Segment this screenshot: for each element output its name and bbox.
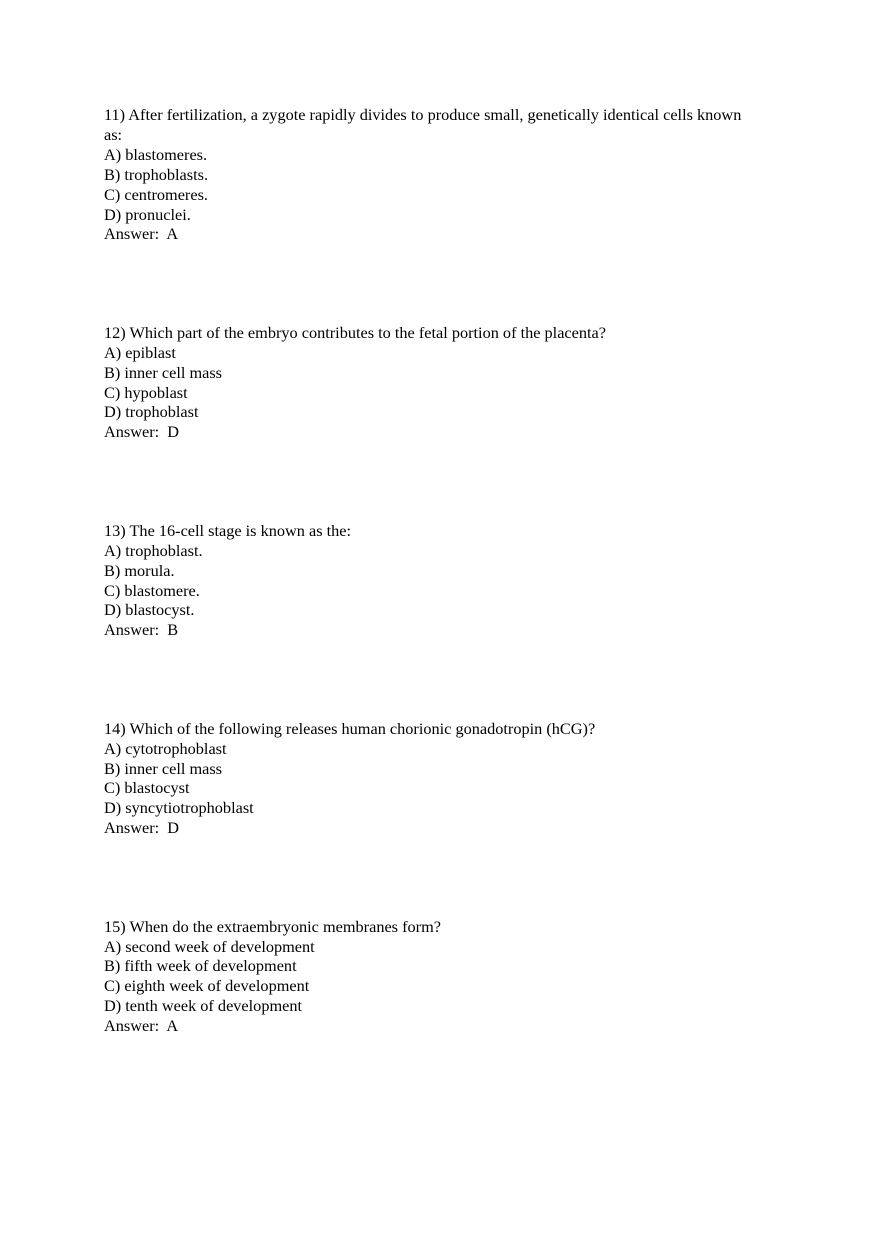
option-d: D) syncytiotrophoblast (104, 798, 254, 818)
question-stem: 13) The 16-cell stage is known as the: (104, 520, 352, 540)
question-12 (104, 323, 764, 442)
option-d: D) tenth week of development (104, 996, 303, 1016)
answer-key: Answer: A (104, 224, 179, 244)
option-a: A) trophoblast. (104, 540, 203, 560)
option-d: D) pronuclei. (104, 204, 191, 224)
answer-key: Answer: B (104, 620, 179, 640)
question-13 (104, 521, 764, 640)
option-b: B) fifth week of development (104, 956, 297, 976)
option-c: C) hypoblast (104, 382, 188, 402)
option-d: D) trophoblast (104, 402, 199, 422)
option-a: A) blastomeres. (104, 144, 208, 164)
option-b: B) trophoblasts. (104, 164, 209, 184)
document-page (104, 105, 764, 1036)
question-stem: 15) When do the extraembryonic membranes form? (104, 916, 441, 936)
question-stem: 12) Which part of the embryo contributes to the fetal portion of the placenta? (104, 322, 606, 342)
option-c: C) blastomere. (104, 580, 200, 600)
option-a: A) epiblast (104, 342, 176, 362)
option-b: B) inner cell mass (104, 758, 223, 778)
question-11 (104, 105, 764, 244)
option-c: C) eighth week of development (104, 976, 310, 996)
option-b: B) inner cell mass (104, 362, 223, 382)
question-stem: 14) Which of the following releases human chorionic gonadotropin (hCG)? (104, 718, 596, 738)
option-c: C) blastocyst (104, 778, 190, 798)
option-a: A) cytotrophoblast (104, 738, 227, 758)
question-14 (104, 719, 764, 838)
answer-key: Answer: D (104, 818, 180, 838)
answer-key: Answer: D (104, 422, 180, 442)
option-d: D) blastocyst. (104, 600, 195, 620)
question-15 (104, 917, 764, 1036)
option-c: C) centromeres. (104, 184, 208, 204)
question-stem: 11) After fertilization, a zygote rapidly divides to produce small, genetically identical cells known as: (104, 105, 746, 144)
answer-key: Answer: A (104, 1016, 179, 1036)
option-b: B) morula. (104, 560, 175, 580)
option-a: A) second week of development (104, 936, 315, 956)
